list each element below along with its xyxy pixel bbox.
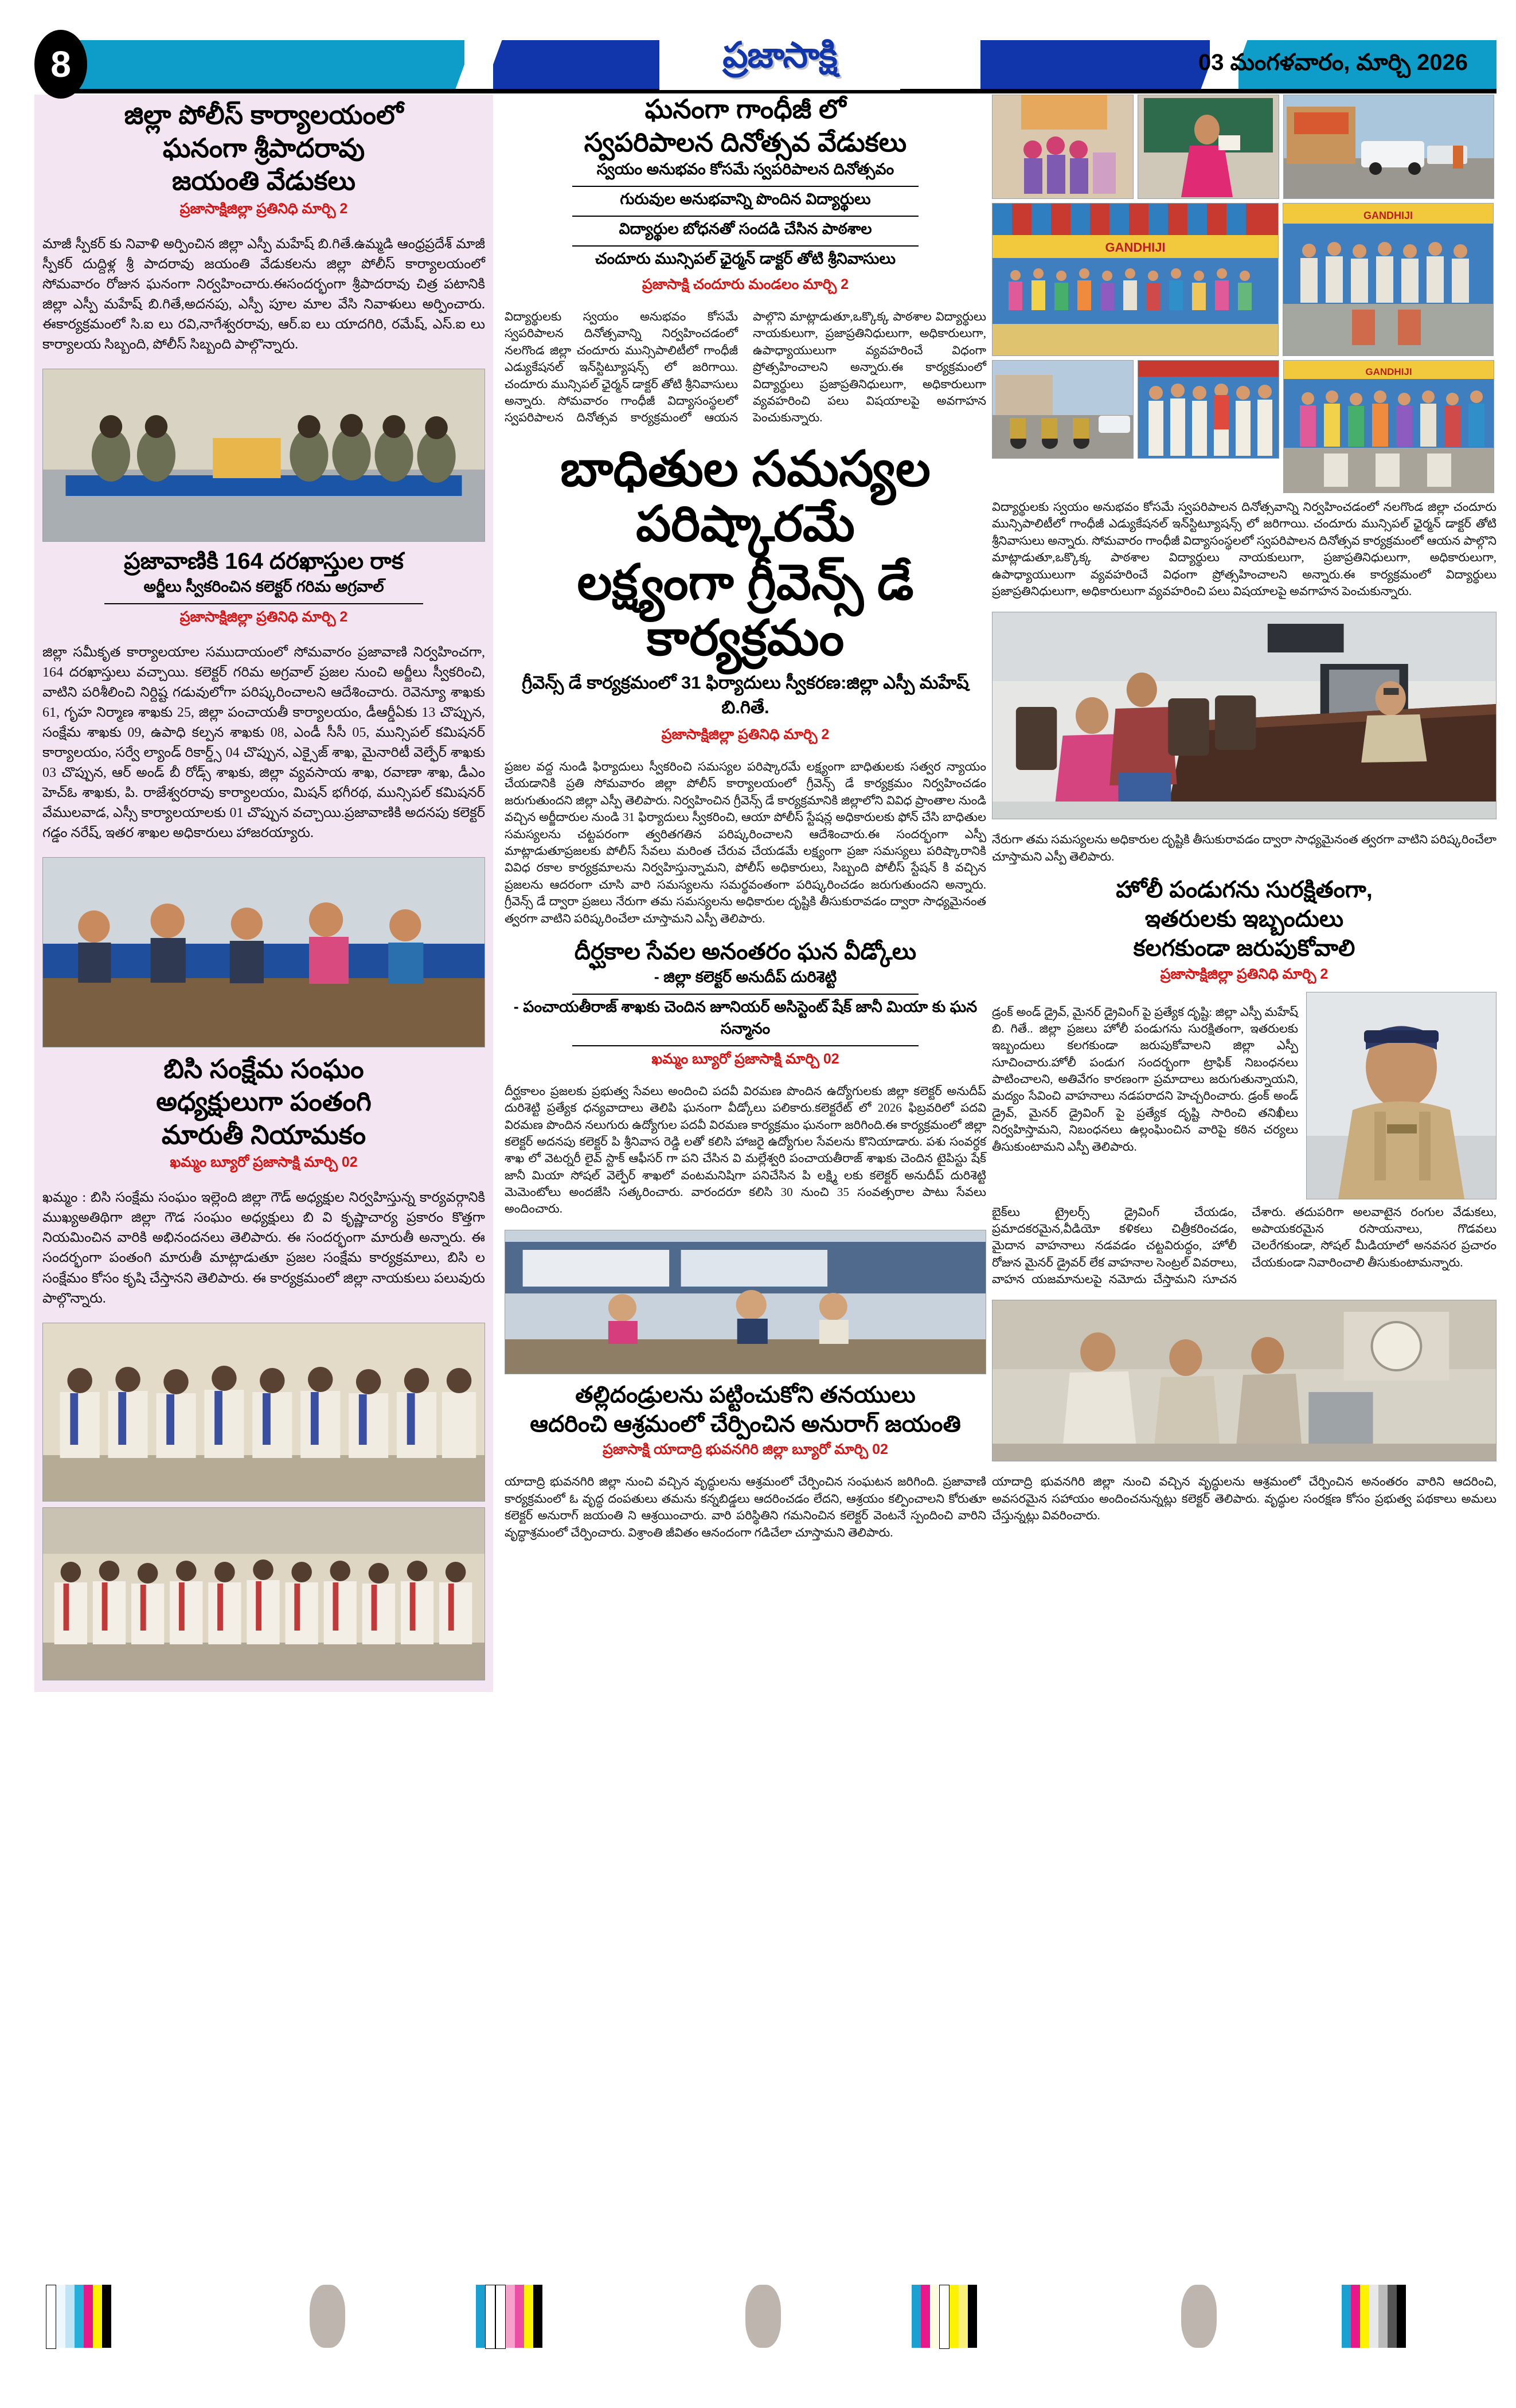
article-body: జిల్లా సమీకృత కార్యాలయాల సముదాయంలో సోమవారం ప్రజావాణి నిర్వహించగా, 164 దరఖాస్తులు వచ్చాయి. కలెక్టర్ గరిమ అగ్రవాల్ ప్రజల నుంచి అర్జీలు స్వీకరించి, వాటిని పరిశీలించి నిర్దిష్ట గడువులోగా పరిష్కరించాలని ఆదేశించారు. రెవెన్యూ శాఖకు 61, గృహ నిర్మాణ శాఖకు 25, జిల్లా పంచాయతీ కార్యాలయం, డీఆర్డీఏకు 13 చొప్పున, సంక్షేమ శాఖకు 09, ఉపాధి కల్పన శాఖకు 08, ఎండీ సీసీ 05, మున్సిపల్ కమిషనర్ కార్యాలయం, సర్వే ల్యాండ్ రికార్డ్స్ 04 చొప్పున, ఎక్సైజ్ శాఖ, మైనారిటీ వెల్ఫేర్ శాఖకు 03 చొప్పున, ఆర్ అండ్ బీ రోడ్స్ శాఖకు, జిల్లా వ్యవసాయ శాఖ, రవాణా శాఖ, డీఎం హెచ్ఓ శాఖకు, పి. రాజేశ్వరరావు కార్యాలయం, మిషన్ భగీరథ, మున్సిపల్ కమిషనర్ వేములవాడ, ఎస్సీ కార్యాలయాలకు 01 చొప్పున వచ్చాయి.ప్రజావాణికి అదనపు కలెక్టర్ గడ్డం నరేష్, ఇతర శాఖల అధికారులు హాజరయ్యారు. — [42, 644, 485, 841]
article-byline: ఖమ్మం బ్యూరో ప్రజాసాక్షి మార్చి 02 — [651, 1050, 839, 1067]
gray-blob-1 — [310, 2285, 345, 2348]
students-salute-photo — [1138, 360, 1279, 459]
article-body: విద్యార్థులకు స్వయం అనుభవం కోసమే స్వపరిపాలన దినోత్సవాన్ని నిర్వహించడంలో నలగొండ జిల్లా చందూరు మున్సిపాలిటీలో గాంధీజీ ఎడ్యుకేషనల్ ఇన్‌స్టిట్యూషన్స్ లో జరిగాయి. చందూరు మున్సిపల్ ఛైర్మన్ డాక్టర్ తోటి శ్రీనివాసులు అన్నారు. సోమవారం గాంధీజీ విద్యాసంస్థలలో స్వపరిపాలన దినోత్సవ కార్యక్రమంలో ఆయన పాల్గొని మాట్లాడుతూ,ఒక్కొక్క పాఠశాల విద్యార్థులు నాయకులుగా, ప్రజాప్రతినిధులుగా, అధికారులుగా, ఉపాధ్యాయులుగా వ్యవహరించే విధంగా ప్రోత్సహించాలని అన్నారు.ఈ కార్యక్రమంలో విద్యార్థులు ప్రజాప్రతినిధులుగా, అధికారులుగా వ్యవహరించి పలు విషయాలపై అవగాహన పెంచుకున్నారు. — [505, 310, 986, 425]
gray-blob-2 — [745, 2285, 781, 2348]
gandhiji-article-continuation: విద్యార్థులకు స్వయం అనుభవం కోసమే స్వపరిపాలన దినోత్సవాన్ని నిర్వహించడంలో నలగొండ జిల్లా చందూరు మున్సిపాలిటీలో గాంధీజీ ఎడ్యుకేషనల్ ఇన్‌స్టిట్యూషన్స్ లో జరిగాయి. చందూరు మున్సిపల్ ఛైర్మన్ డాక్టర్ తోటి శ్రీనివాసులు అన్నారు. సోమవారం గాంధీజీ విద్యాసంస్థలలో స్వపరిపాలన దినోత్సవ కార్యక్రమంలో ఆయన పాల్గొని మాట్లాడుతూ,ఒక్కొక్క పాఠశాల విద్యార్థులు నాయకులుగా, ప్రజాప్రతినిధులుగా, అధికారులుగా, ఉపాధ్యాయులుగా వ్యవహరించే విధంగా ప్రోత్సహించాలని అన్నారు.ఈ కార్యక్రమంలో విద్యార్థులు ప్రజాప్రతినిధులుగా, అధికారులుగా వ్యవహరించి పలు విషయాలపై అవగాహన పెంచుకున్నారు. — [992, 500, 1497, 598]
swatch-set-1 — [46, 2285, 111, 2348]
article-headline-line1: జిల్లా పోలీస్ కార్యాలయంలో — [124, 100, 404, 130]
article-body: ప్రజల వద్ద నుండి ఫిర్యాదులు స్వీకరించి సమస్యల పరిష్కారమే లక్ష్యంగా బాధితులకు సత్వర న్యాయం చేయడానికి ప్రతి సోమవారం జిల్లా పోలీస్ కార్యాలయంలో గ్రీవెన్స్ డే కార్యక్రమం నిర్వహించడం జరుగుతుందని జిల్లా ఎస్పీ తెలిపారు. నిర్వహించిన గ్రీవెన్స్ డే కార్యక్రమానికి జిల్లాలోని వివిధ ప్రాంతాల నుండి వచ్చిన అర్జీదారుల నుండి 31 ఫిర్యాదులు స్వీకరించి, ఆయా పోలీస్ స్టేషన్ల అధికారులకు ఫోన్ చేసి బాధితుల సమస్యలను చట్టపరంగా త్వరితగతిన పరిష్కరించాలని ఆదేశించారు.ఈ సందర్భంగా ఎస్పీ మాట్లాడుతూప్రజలకు పోలీస్ సేవలు మరింత చేరువ చేయడమే లక్ష్యంగా ప్రజా సమస్యలు పరిష్కారానికి వివిధ రకాల కార్యక్రమాలను నిర్వహిస్తున్నామని, పోలీస్ అధికారులు, సిబ్బంది పోలీస్ స్టేషన్ కి వచ్చిన ప్రజలను ఆదరంగా చూసి వారి సమస్యలను సమర్థవంతంగా పరిష్కరించడం జరుగుతుందని అన్నారు. గ్రీవెన్స్ డే ద్వారా ప్రజలు నేరుగా తమ సమస్యలను అధికారుల దృష్టికి తీసుకురావడం ద్వారా సాధ్యమైనంత త్వరగా వాటిని పరిష్కరించేలా చూస్తామని ఎస్పీ తెలిపారు. — [505, 760, 986, 925]
article-byline: ప్రజాసాక్షి యాదాద్రి భువనగిరి జిల్లా బ్యూరో మార్చి 02 — [603, 1441, 888, 1458]
subhead-divider — [572, 1045, 919, 1046]
street-rally-police-escort-photo — [1283, 95, 1494, 199]
article-subhead-0: స్వయం అనుభవం కోసమే స్వపరిపాలన దినోత్సవం — [596, 161, 894, 178]
left-column-tint-panel — [34, 95, 493, 1692]
svg-text:GANDHIJI: GANDHIJI — [1105, 240, 1166, 255]
students-gateway-photo — [992, 95, 1134, 199]
bc-association-group-photo — [42, 1507, 485, 1680]
article-body: మాజీ స్పీకర్ కు నివాళి అర్పించిన జిల్లా ఎస్పీ మహేష్ బి.గితే.ఉమ్మడి ఆంధ్రప్రదేశ్ మాజీ స్పీకర్ దుద్దిళ్ల శ్రీ పాదరావు జయంతి వేడుకలను జిల్లా పోలీస్ కార్యాలయంలో సోమవారం రోజున ఘనంగా నిర్వహించారు.ఈసందర్భంగా శ్రీపాదరావు చిత్ర పటానికి జిల్లా ఎస్పీ మహేష్ బి.గితే,అదనపు, ఎస్పీ పూల మాల వేసి నివాళులు అర్పించారు. ఈకార్యక్రమంలో సి.ఐ లు రవి,నాగేశ్వరరావు, ఆర్.ఐ లు యాదగిరి, రమేష్, ఎస్.ఐ లు కార్యాలయ సిబ్బంది, పోలీస్ సిబ్బంది పాల్గొన్నారు. — [42, 236, 485, 352]
main-headline-line2: లక్ష్యంగా గ్రీవెన్స్ డే కార్యక్రమం — [577, 555, 914, 666]
article-headline-line2: అధ్యక్షులుగా పంతంగి — [156, 1086, 372, 1117]
article-body: దీర్ఘకాలం ప్రజలకు ప్రభుత్వ సేవలు అందించి పదవీ విరమణ పొందిన ఉద్యోగులకు జిల్లా కలెక్టర్ అనుదీప్ దురిశెట్టి ప్రత్యేక ధన్యవాదాలు తెలిపి ఘనంగా వీడ్కోలు పలికారు.కలెక్టరేట్ లో 2026 ఫిబ్రవరిలో పదవి విరమణ పొందిన నలుగురు ఉద్యోగుల పదవీ విరమణ కార్యక్రమం ఘనంగా జరిగింది.ఈ కార్యక్రమంలో జిల్లా కలెక్టర్ అదనపు కలెక్టర్ పి శ్రీనివాస రెడ్డి లతో కలిసి హాజరై ఉద్యోగుల సేవలను కొనియాడారు. పశు సంవర్ధక శాఖ లో వెటర్నరీ లైవ్ స్టాక్ ఆఫీసర్ గా పని చేసిన వి మల్లేశ్వరి పంచాయతీరాజ్ శాఖకు చెందిన టైపిస్టు షేక్ జానీ మియా సోషల్ వెల్ఫేర్ శాఖలో వంటమనిషిగా పనిచేసిన పి లక్ష్మి లకు కలెక్టర్ అనుదీప్ దురిశెట్టి మెమెంటోలు అందజేసి సత్కరించారు. వారందరూ కలిసి 30 నుంచి 35 సంవత్సరాల పాటు సేవలు అందించారు. — [505, 1084, 986, 1216]
svg-text:GANDHIJI: GANDHIJI — [1365, 366, 1412, 377]
article-byline: ప్రజాసాక్షిజిల్లా ప్రతినిధి మార్చి 2 — [179, 608, 348, 625]
article-headline-line3: మారుతీ నియామకం — [161, 1119, 366, 1150]
article-parents-ashram — [505, 1382, 986, 1541]
article-headline: దీర్ఘకాల సేవల అనంతరం ఘన వీడ్కోలు — [574, 939, 917, 964]
main-headline-line1: బాధితుల సమస్యల పరిష్కారమే — [560, 441, 931, 552]
article-headline-line1: బిసి సంక్షేమ సంఘం — [163, 1053, 364, 1084]
article-body: యాదాద్రి భువనగిరి జిల్లా నుంచి వచ్చిన వృద్ధులను ఆశ్రమంలో చేర్పించిన అనంతరం వారిని ఆదరించి, అవసరమైన సహాయం అందించనున్నట్లు కలెక్టర్ తెలిపారు. వృద్ధుల సంరక్షణ కోసం ప్రభుత్వ పథకాలు అమలు చేస్తున్నట్లు వివరించారు. — [992, 1475, 1497, 1523]
middle-column — [505, 95, 986, 1553]
sp-office-grievance-meeting-photo — [992, 612, 1497, 819]
gandhiji-stage-group-photo-2 — [1283, 360, 1494, 493]
subhead-divider — [572, 216, 919, 217]
article-holi-safety — [992, 877, 1497, 1199]
article-byline: ప్రజాసాక్షిజిల్లా ప్రతినిధి మార్చి 2 — [179, 200, 348, 217]
subhead-divider — [572, 994, 919, 995]
elderly-care-ashram-photo — [992, 1300, 1497, 1461]
article-body: ఖమ్మం : బిసి సంక్షేమ సంఘం ఇల్లెంది జిల్లా గౌడ్ అధ్యక్షుల నిర్వహిస్తున్న కార్యవర్గానికి ముఖ్యఅతిథిగా జిల్లా గౌడ సంఘం అధ్యక్షులు బి వి కృష్ణాచార్య ప్రకారం కొత్తగా నియమించిన వారికి అభినందనలు తెలిపారు. ఈ సందర్భంగా మారుతీ అన్నారు. ఈ సందర్భంగా పంతంగి మారుతీ మాట్లాడుతూ ప్రజల సంక్షేమ కార్యక్రమాలు, బిసి ల సంక్షేమం కోసం కృషి చేస్తానని తెలిపారు. ఈ కార్యక్రమంలో జిల్లా నాయకులు పలువురు పాల్గొన్నారు. — [42, 1190, 485, 1306]
article-byline: ప్రజాసాక్షి చందూరు మండలం మార్చి 2 — [642, 276, 849, 293]
left-column — [34, 95, 493, 1692]
article-gandhiji-self-governance — [505, 95, 986, 427]
retirement-felicitation-hall-photo — [505, 1230, 986, 1374]
page-number-badge: 8 — [34, 30, 87, 99]
article-prajavani-applications — [42, 549, 485, 1047]
article-subhead-2: విద్యార్థుల బోధనతో సందడి చేసిన పాఠశాల — [619, 220, 872, 238]
article-headline-line3: కలగకుండా జరుపుకోవాలి — [1133, 935, 1355, 961]
article-byline: ప్రజాసాక్షిజిల్లా ప్రతినిధి మార్చి 2 — [661, 726, 830, 743]
article-headline-line2: స్వపరిపాలన దినోత్సవ వేడుకలు — [584, 127, 907, 157]
article-subhead-1: - పంచాయతీరాజ్ శాఖకు చెందిన జూనియర్ అసిస్టెంట్ షేక్ జానీ మియా కు ఘన సన్మానం — [513, 998, 978, 1037]
article-headline: ప్రజావాణికి 164 దరఖాస్తుల రాక — [124, 548, 404, 574]
article-bc-association — [42, 1054, 485, 1680]
sp-photo-caption: నేరుగా తమ సమస్యలను అధికారుల దృష్టికి తీసుకురావడం ద్వారా సాధ్యమైనంత త్వరగా వాటిని పరిష్కరించేలా చూస్తామని ఎస్పీ తెలిపారు. — [992, 832, 1497, 863]
article-subhead-1: గురువుల అనుభవాన్ని పొందిన విద్యార్థులు — [620, 190, 871, 208]
bc-association-felicitation-photo — [42, 1323, 485, 1502]
article-headline-line1: ఘనంగా గాంధీజీ లో — [644, 94, 846, 124]
article-subheadline: అర్జీలు స్వీకరించిన కలెక్టర్ గరిమ అగ్రవాల్ — [143, 577, 384, 595]
right-column — [992, 95, 1497, 1537]
article-subhead-3: చందూరు మున్సిపల్ ఛైర్మన్ డాక్టర్ తోటి శ్రీనివాసులు — [595, 250, 896, 268]
gray-blob-3 — [1181, 2285, 1217, 2348]
gandhiji-stage-group-photo-1 — [1283, 203, 1494, 356]
svg-text:GANDHIJI: GANDHIJI — [1363, 210, 1413, 221]
article-byline: ఖమ్మం బ్యూరో ప్రజాసాక్షి మార్చి 02 — [170, 1154, 358, 1171]
article-body: యాదాద్రి భువనగిరి జిల్లా నుంచి వచ్చిన వృద్ధులను ఆశ్రమంలో చేర్పించిన సంఘటన జరిగింది. ప్రజావాణి కార్యక్రమంలో ఓ వృద్ధ దంపతులు తమను కన్నబిడ్డలు ఆదరించడం లేదని, ఆశ్రయం కల్పించాలని కోరుతూ కలెక్టర్ అనురాగ్ జయంతి ని ఆశ్రయించారు. వారి పరిస్థితిని గమనించిన కలెక్టర్ వెంటనే స్పందించి వారిని వృద్ధాశ్రమంలో చేర్పించారు. విశ్రాంతి జీవితం ఆనందంగా గడిచేలా చూస్తామని తెలిపారు. — [505, 1475, 986, 1539]
article-headline-line1: హోలీ పండుగను సురక్షితంగా, — [1116, 877, 1373, 903]
article-headline-line1: తల్లిదండ్రులను పట్టించుకోని తనయులు — [575, 1382, 916, 1408]
article-body: డ్రంక్ అండ్ డ్రైవ్, మైనర్ డ్రైవింగ్ పై ప్రత్యేక దృష్టి: జిల్లా ఎస్పీ మహేష్ బి. గితే.. జిల్లా ప్రజలు హోలీ పండుగను సురక్షితంగా, ఇతరులకు ఇబ్బందులు కలగకుండా జరుపుకోవాలని జిల్లా ఎస్పీ సూచించారు.హోలీ పండుగ సందర్భంగా ట్రాఫిక్ నిబంధనలు పాటించాలని, అతివేగం కారణంగా ప్రమాదాలు జరుగుతున్నాయని, మద్యం సేవించి వాహనాలు నడపరాదని హెచ్చరించారు. డ్రంక్ అండ్ డ్రైవ్, మైనర్ డ్రైవింగ్ పై ప్రత్యేక దృష్టి సారించి తనిఖీలు నిర్వహిస్తామని, నిబంధనలు ఉల్లంఘించిన వారిపై కఠిన చర్యలు తీసుకుంటామని ఎస్పీ తెలిపారు. — [992, 1004, 1298, 1154]
print-registration-marks — [0, 2285, 1516, 2348]
newspaper-title: ప్రజాసాక్షి — [659, 30, 900, 90]
article-headline-line2: ఆదరించి ఆశ్రమంలో చేర్పించిన అనురాగ్ జయంతి — [530, 1411, 961, 1437]
district-sp-portrait-photo — [1306, 992, 1497, 1199]
article-headline-line3: జయంతి వేడుకలు — [171, 166, 356, 196]
grievance-counter-photo — [42, 857, 485, 1047]
swatch-set-4 — [1342, 2285, 1406, 2348]
publication-date: 03 మంగళవారం, మార్చి 2026 — [1198, 49, 1468, 75]
swatch-set-3 — [912, 2285, 977, 2348]
police-office-garlanding-photo — [42, 369, 485, 542]
student-teaching-classroom-photo — [1138, 95, 1279, 199]
subhead-divider — [572, 186, 919, 187]
subhead-divider — [572, 245, 919, 247]
subheadline-divider — [104, 603, 423, 604]
swatch-set-2 — [476, 2285, 542, 2348]
holi-article-continuation: బైక్‌లు ట్రైలర్స్ డ్రైవింగ్ చేయడం, ప్రమాదకరమైన,వీడియో కళికలు చిత్రీకరించడం, మైదాన వాహనాలు నడవడం చట్టవిరుద్ధం, హోలీ రోజున మైనర్ డ్రైవర్ లేక వాహనాల సెంట్రల్ వివరాలు, వాహన యజమానులపై నమోదు చేస్తామని సూచన చేశారు. తదుపరిగా అలవాటైన రంగుల వేడుకలు, అపాయకరమైన రసాయనాలు, గొడవలు చెలరేగకుండా, సోషల్ మీడియాలో అనవసర ప్రచారం చేయకుండా నివారించాలి తీసుకుంటామన్నారు. — [992, 1205, 1497, 1287]
article-headline-line2: ఘనంగా శ్రీపాదరావు — [162, 132, 365, 163]
article-retirement-farewell — [505, 939, 986, 1374]
article-police-jayanti — [42, 100, 485, 542]
article-byline: ప్రజాసాక్షిజిల్లా ప్రతినిధి మార్చి 2 — [1160, 965, 1329, 982]
article-headline-line2: ఇతరులకు ఇబ్బందులు — [1144, 906, 1344, 932]
article-grievance-day — [505, 441, 986, 927]
gandhiji-institutions-large-group-photo — [992, 203, 1279, 356]
main-subheadline: గ్రీవెన్స్ డే కార్యక్రమంలో 31 ఫిర్యాదులు స్వీకరణ:జిల్లా ఎస్పీ మహేష్ బి.గితే. — [522, 673, 969, 718]
police-bikes-convoy-photo — [992, 360, 1134, 459]
photo-mosaic-gandhiji — [992, 95, 1497, 493]
article-subhead-0: - జిల్లా కలెక్టర్ అనుదీప్ దురిశెట్టి — [654, 968, 837, 986]
